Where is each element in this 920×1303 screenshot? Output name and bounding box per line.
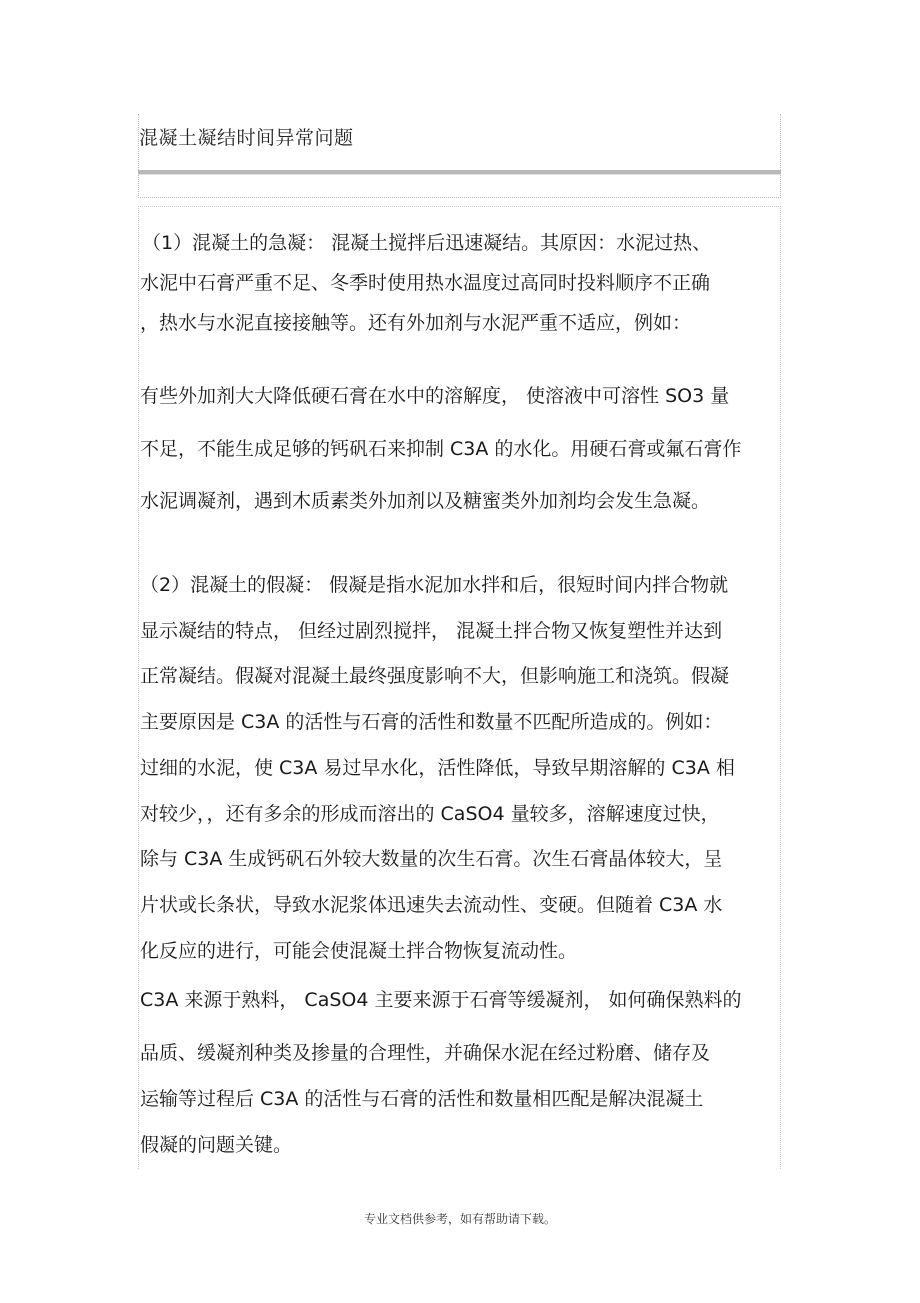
- paragraph-line: C3A 来源于熟料， CaSO4 主要来源于石膏等缓凝剂， 如何确保熟料的: [140, 989, 742, 1011]
- title-divider: [138, 170, 781, 175]
- paragraph-line: 对较少，，还有多余的形成而溶出的 CaSO4 量较多，溶解速度过快，: [140, 803, 720, 825]
- paragraph-line: 品质、缓凝剂种类及掺量的合理性，并确保水泥在经过粉磨、储存及: [140, 1042, 711, 1064]
- paragraph-line: 正常凝结。假凝对混凝土最终强度影响不大，但影响施工和浇筑。假凝: [140, 665, 730, 687]
- paragraph-line: 不足，不能生成足够的钙矾石来抑制 C3A 的水化。用硬石膏或氟石膏作: [140, 438, 742, 460]
- page-footer: 专业文档供参考，如有帮助请下载。: [363, 1212, 556, 1226]
- paragraph-line: 除与 C3A 生成钙矾石外较大数量的次生石膏。次生石膏晶体较大，呈: [140, 848, 723, 870]
- paragraph-line: （2）混凝土的假凝： 假凝是指水泥加水拌和后，很短时间内拌合物就: [140, 574, 729, 596]
- paragraph-line: 假凝的问题关键。: [140, 1134, 293, 1156]
- document-title: 混凝土凝结时间异常问题: [139, 127, 354, 149]
- paragraph-line: ，热水与水泥直接接触等。还有外加剂与水泥严重不适应，例如：: [140, 312, 692, 334]
- paragraph-line: 运输等过程后 C3A 的活性与石膏的活性和数量相匹配是解决混凝土: [140, 1088, 704, 1110]
- paragraph-line: 主要原因是 C3A 的活性与石膏的活性和数量不匹配所造成的。例如：: [140, 711, 723, 733]
- paragraph-line: （1）混凝土的急凝： 混凝土搅拌后迅速凝结。其原因：水泥过热、: [142, 232, 712, 254]
- paragraph-line: 水泥调凝剂，遇到木质素类外加剂以及糖蜜类外加剂均会发生急凝。: [140, 490, 711, 512]
- paragraph-line: 显示凝结的特点， 但经过剧烈搅拌， 混凝土拌合物又恢复塑性并达到: [140, 620, 723, 642]
- paragraph-line: 化反应的进行，可能会使混凝土拌合物恢复流动性。: [140, 940, 578, 962]
- paragraph-line: 有些外加剂大大降低硬石膏在水中的溶解度， 使溶液中可溶性 SO3 量: [140, 385, 730, 407]
- paragraph-line: 过细的水泥，使 C3A 易过早水化，活性降低，导致早期溶解的 C3A 相: [140, 757, 735, 779]
- paragraph-line: 水泥中石膏严重不足、冬季时使用热水温度过高同时投料顺序不正确: [140, 272, 711, 294]
- paragraph-line: 片状或长条状，导致水泥浆体迅速失去流动性、变硬。但随着 C3A 水: [140, 894, 723, 916]
